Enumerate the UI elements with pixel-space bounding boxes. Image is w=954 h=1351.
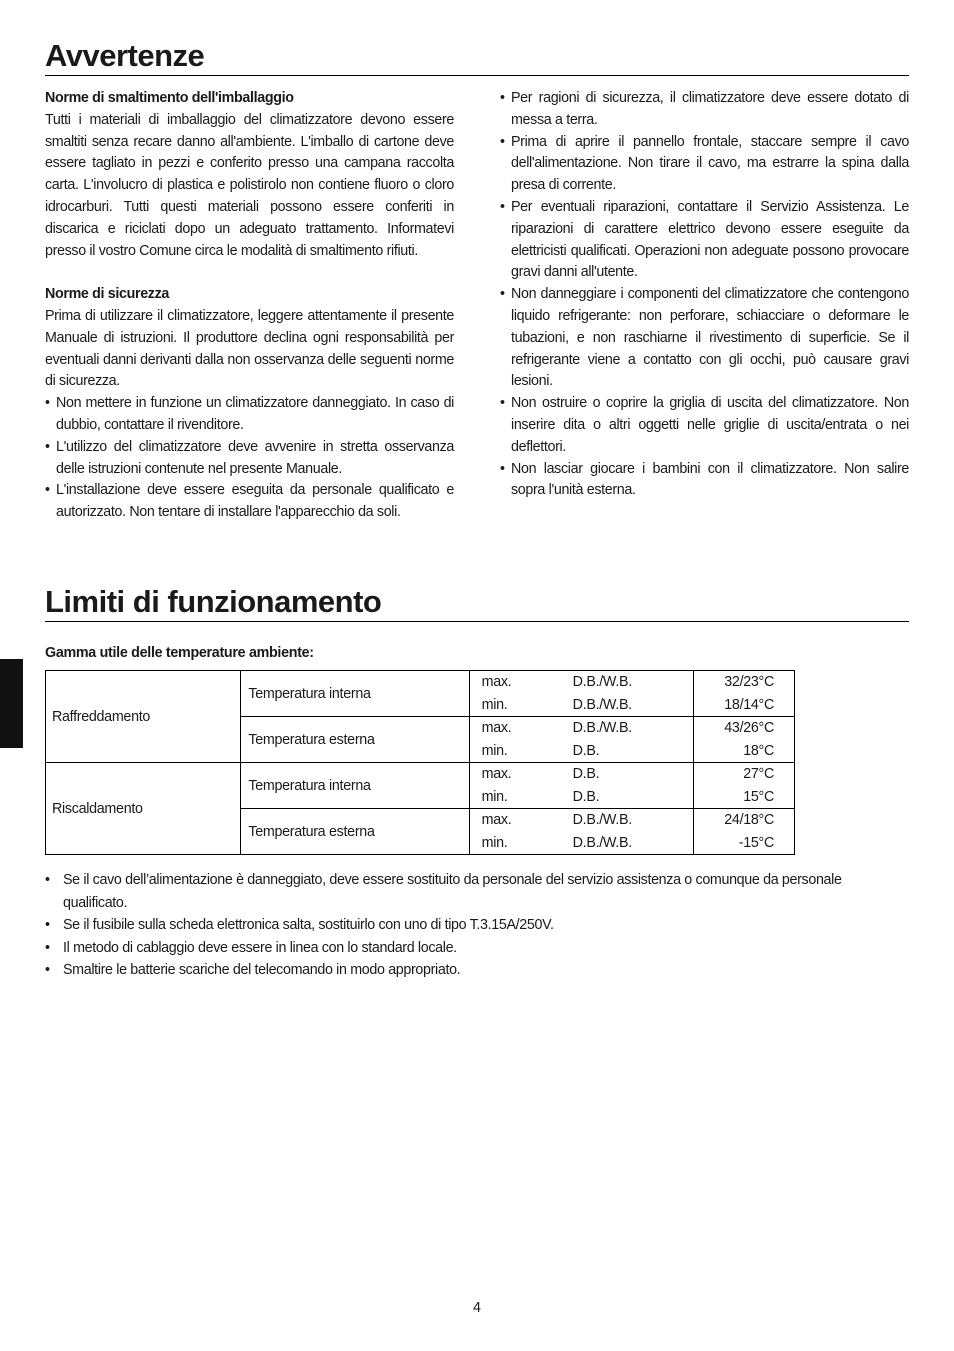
limit-label: max. [481, 720, 512, 736]
list-item: • L'installazione deve essere eseguita da personale qualificato e autorizzato. Non tentare di installare l'apparecchio da soli. [45, 480, 454, 524]
temperature-value: 18/14°C [724, 696, 774, 713]
list-item: • Smaltire le batterie scariche del telecomando in modo appropriato. [45, 959, 909, 982]
method-label: D.B. [572, 766, 600, 782]
value-cell [694, 809, 795, 855]
temperature-value: 15°C [743, 788, 774, 805]
temperature-value: 32/23°C [724, 674, 774, 690]
section-rule [45, 621, 909, 622]
list-item: • Prima di aprire il pannello frontale, staccare sempre il cavo dell'alimentazione. Non tirare il cavo, ma estrarre la spina dalla presa di corrente. [500, 132, 909, 197]
notes-list [45, 869, 909, 982]
value-cell [694, 717, 795, 763]
list-item: • Non danneggiare i componenti del climatizzatore che contengono liquido refrigerante: non perforare, schiacciare o deformare le tubazioni, e non raschiarne il rivestimento di superficie. Se il refrigerante viene a contatto con gli occhi, può causare gravi lesioni. [500, 284, 909, 393]
temperature-value: 43/26°C [724, 720, 774, 736]
mode-cell: Riscaldamento [46, 763, 241, 855]
temperature-value: 24/18°C [724, 812, 774, 828]
table-label: Gamma utile delle temperature ambiente: [45, 645, 314, 661]
value-cell [694, 763, 795, 809]
table-row [46, 671, 795, 717]
list-item: • Il metodo di cablaggio deve essere in linea con lo standard locale. [45, 937, 909, 960]
list-item: • Per eventuali riparazioni, contattare il Servizio Assistenza. Le riparazioni di carattere elettrico devono essere eseguite da elettricisti qualificati. Operazioni non adeguate possono provocare gravi danni all'utente. [500, 197, 909, 284]
list-item: • L'utilizzo del climatizzatore deve avvenire in stretta osservanza delle istruzioni contenute nel presente Manuale. [45, 437, 454, 481]
paragraph-sicurezza: Prima di utilizzare il climatizzatore, leggere attentamente il presente Manuale di istruzioni. Il produttore declina ogni responsabilità per eventuali danni derivanti dalla non osservanza delle seguenti norme di sicurezza. [45, 307, 454, 390]
method-label: D.B./W.B. [572, 834, 632, 851]
location-cell: Temperatura esterna [241, 809, 469, 855]
paragraph-smaltimento: Tutti i materiali di imballaggio del climatizzatore devono essere smaltiti senza recare danno all'ambiente. L'imballo di cartone deve essere tagliato in pezzi e conferito presso una campana raccolta carta. L'involucro di plastica e polistirolo non contiene fluoro o cloro idrocarburi. Tutti questi materiali possono essere conferiti in discarica e riciclati dopo un adeguato trattamento. Informatevi presso il vostro Comune circa le modalità di smaltimento rifiuti. [45, 111, 454, 259]
section-title-limiti: Limiti di funzionamento [45, 584, 382, 619]
limit-label: max. [481, 812, 512, 828]
notes-section [45, 869, 909, 982]
left-column [45, 88, 454, 524]
list-item: • Non ostruire o coprire la griglia di uscita del climatizzatore. Non inserire dita o altri oggetti nelle griglie di uscita/entrata o nei deflettori. [500, 393, 909, 458]
limit-label: max. [481, 674, 512, 690]
limit-label: min. [481, 788, 508, 805]
list-item: • Per ragioni di sicurezza, il climatizzatore deve essere dotato di messa a terra. [500, 88, 909, 132]
location-cell: Temperatura esterna [241, 717, 469, 763]
right-bullet-list [500, 88, 909, 502]
list-item: • Non mettere in funzione un climatizzatore danneggiato. In caso di dubbio, contattare il rivenditore. [45, 393, 454, 437]
limit-label: min. [481, 742, 508, 759]
method-label: D.B./W.B. [572, 674, 632, 690]
side-thumb-tab [0, 659, 23, 748]
temperature-limits-table [45, 670, 795, 855]
list-item: • Se il cavo dell’alimentazione è danneggiato, deve essere sostituito da personale del servizio assistenza o comunque da personale qualificato. [45, 869, 909, 914]
location-cell: Temperatura interna [241, 763, 469, 809]
right-column [500, 88, 909, 502]
heading-sicurezza: Norme di sicurezza [45, 286, 170, 303]
list-item: • Se il fusibile sulla scheda elettronica salta, sostituirlo con uno di tipo T.3.15A/250V. [45, 914, 909, 937]
limit-method-cell [469, 763, 694, 809]
title-rule [45, 75, 909, 76]
limit-method-cell [469, 809, 694, 855]
table-row [46, 763, 795, 809]
page-number: 4 [473, 1300, 481, 1316]
heading-smaltimento: Norme di smaltimento dell'imballaggio [45, 90, 294, 106]
limit-label: max. [481, 766, 512, 782]
temperature-value: -15°C [738, 834, 774, 851]
limit-label: min. [481, 834, 508, 851]
temperature-value: 18°C [743, 742, 774, 759]
mode-cell: Raffreddamento [46, 671, 241, 763]
method-label: D.B./W.B. [572, 720, 632, 736]
location-cell: Temperatura interna [241, 671, 469, 717]
method-label: D.B./W.B. [572, 696, 632, 713]
page-title-avvertenze: Avvertenze [45, 38, 205, 73]
limit-method-cell [469, 717, 694, 763]
list-item: • Non lasciar giocare i bambini con il climatizzatore. Non salire sopra l'unità esterna. [500, 459, 909, 503]
temperature-value: 27°C [743, 766, 774, 782]
left-bullet-list [45, 393, 454, 524]
limit-method-cell [469, 671, 694, 717]
method-label: D.B. [572, 742, 600, 759]
method-label: D.B. [572, 788, 600, 805]
limit-label: min. [481, 696, 508, 713]
value-cell [694, 671, 795, 717]
method-label: D.B./W.B. [572, 812, 632, 828]
